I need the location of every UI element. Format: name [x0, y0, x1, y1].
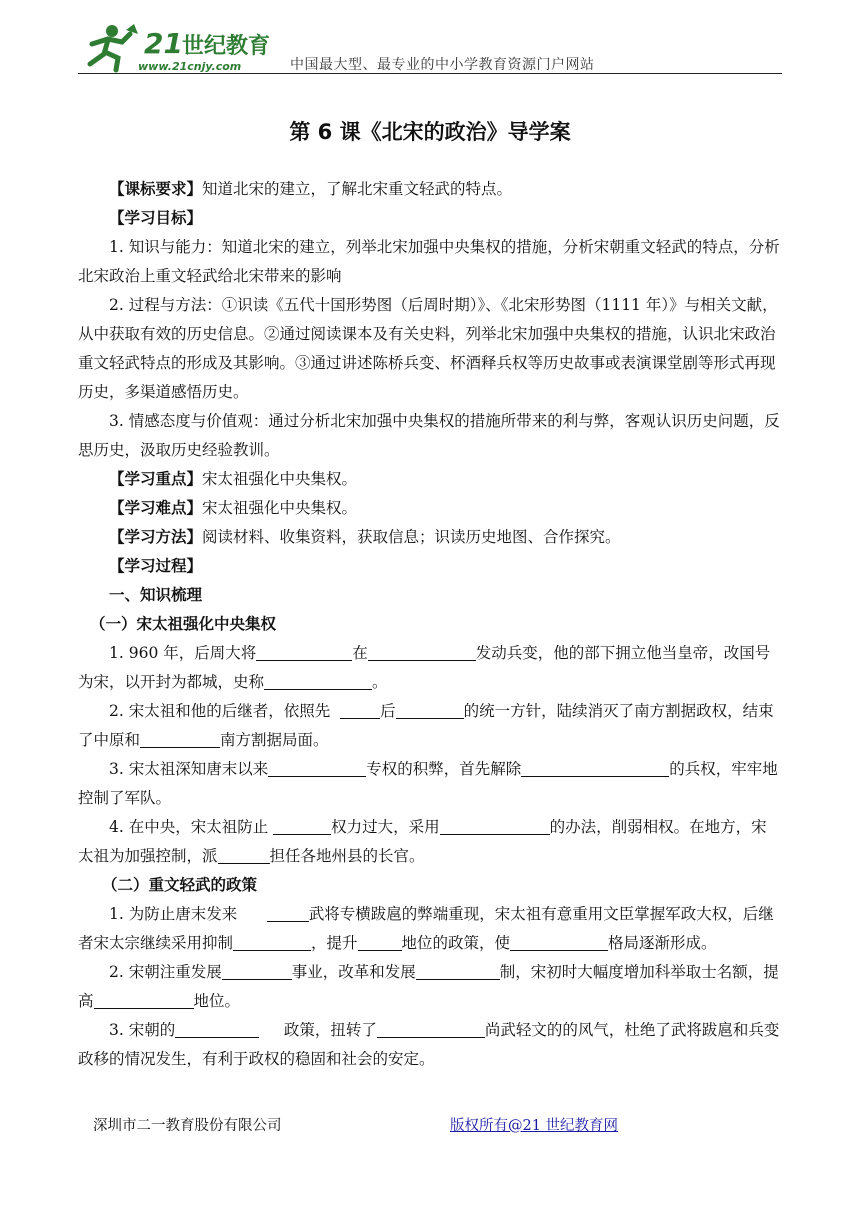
site-logo	[78, 22, 278, 74]
document-body	[78, 175, 782, 1074]
difficulty-para: 【学习难点】宋太祖强化中央集权。	[109, 499, 358, 517]
footer-company: 深圳市二一教育股份有限公司	[93, 1118, 282, 1134]
answer-blank[interactable]	[268, 758, 366, 777]
answer-blank[interactable]	[273, 816, 331, 835]
answer-blank[interactable]	[233, 932, 311, 951]
part1-q1: 1. 960 年，后周大将 在 发动兵变，他的部下拥立他当皇帝，改国号为宋，以开封为都城，史称 。	[78, 644, 771, 691]
answer-blank[interactable]	[521, 758, 669, 777]
requirement-text: 知道北宋的建立，了解北宋重文轻武的特点。	[202, 180, 513, 198]
process-heading: 【学习过程】	[109, 557, 203, 575]
objective-1: 1. 知识与能力：知道北宋的建立，列举北宋加强中央集权的措施，分析宋朝重文轻武的特点，分析北宋政治上重文轻武给北宋带来的影响	[78, 238, 780, 285]
footer-copyright-link[interactable]: 版权所有@21 世纪教育网	[450, 1118, 619, 1134]
answer-blank[interactable]	[175, 1019, 259, 1038]
method-para: 【学习方法】阅读材料、收集资料，获取信息；识读历史地图、合作探究。	[109, 528, 621, 546]
answer-blank[interactable]	[222, 961, 292, 980]
logo-url: www.21cnjy.com	[138, 60, 242, 73]
answer-blank[interactable]	[267, 903, 309, 922]
answer-blank[interactable]	[140, 729, 220, 748]
svg-text:21: 21	[144, 27, 183, 60]
part1-heading: （一）宋太祖强化中央集权	[90, 615, 277, 633]
answer-blank[interactable]	[416, 961, 500, 980]
key-point-para: 【学习重点】宋太祖强化中央集权。	[109, 470, 358, 488]
answer-blank[interactable]	[218, 845, 270, 864]
section-heading: 一、知识梳理	[109, 586, 203, 604]
part2-q2: 2. 宋朝注重发展 事业，改革和发展 制，宋初时大幅度增加科举取士名额，提高 地位。	[78, 963, 779, 1010]
answer-blank[interactable]	[94, 990, 194, 1009]
page-title: 第 6 课《北宋的政治》导学案	[289, 120, 571, 144]
objective-2: 2. 过程与方法：①识读《五代十国形势图（后周时期）》、《北宋形势图（1111 年）》与相关文献，从中获取有效的历史信息。②通过阅读课本及有关史料，列举北宋加强中央集权的措施，认识北宋政治重文轻武特点的形成及其影响。③通过讲述陈桥兵变、杯酒释兵权等历史故事或表演课堂剧等形式再现历史，多渠道感悟历史。	[78, 296, 778, 401]
answer-blank[interactable]	[440, 816, 550, 835]
answer-blank[interactable]	[396, 700, 464, 719]
answer-blank[interactable]	[256, 642, 352, 661]
page-header	[78, 22, 782, 76]
answer-blank[interactable]	[358, 932, 402, 951]
part1-q2: 2. 宋太祖和他的后继者，依照先 后 的统一方针，陆续消灭了南方割据政权，结束了中原和 南方割据局面。	[78, 702, 774, 749]
part2-heading: （二）重文轻武的政策	[102, 876, 258, 894]
header-divider	[78, 73, 782, 74]
logo-text: 世纪教育	[182, 34, 271, 59]
answer-blank[interactable]	[264, 671, 372, 690]
part1-q3: 3. 宋太祖深知唐末以来 专权的积弊，首先解除 的兵权，牢牢地控制了军队。	[78, 760, 778, 807]
answer-blank[interactable]	[510, 932, 608, 951]
answer-blank[interactable]	[377, 1019, 485, 1038]
part2-q1: 1. 为防止唐末发来 武将专横跋扈的弊端重现，宋太祖有意重用文臣掌握军政大权，后继者宋太宗继续采用抑制 ，提升 地位的政策，使 格局逐渐形成。	[78, 905, 774, 952]
site-tagline: 中国最大型、最专业的中小学教育资源门户网站	[290, 57, 595, 73]
answer-blank[interactable]	[368, 642, 476, 661]
answer-blank[interactable]	[340, 700, 380, 719]
part1-q4: 4. 在中央，宋太祖防止 权力过大，采用 的办法，削弱相权。在地方，宋太祖为加强控制，派 担任各地州县的长官。	[78, 818, 767, 865]
objectives-heading: 【学习目标】	[109, 209, 203, 227]
requirement-label: 【课标要求】	[109, 180, 203, 198]
objective-3: 3. 情感态度与价值观：通过分析北宋加强中央集权的措施所带来的利与弊，客观认识历史问题，反思历史，汲取历史经验教训。	[78, 412, 780, 459]
part2-q3: 3. 宋朝的 政策，扭转了 尚武轻文的的风气，杜绝了武将跋扈和兵变政移的情况发生，有利于政权的稳固和社会的安定。	[78, 1021, 780, 1068]
requirement-para	[78, 175, 782, 204]
